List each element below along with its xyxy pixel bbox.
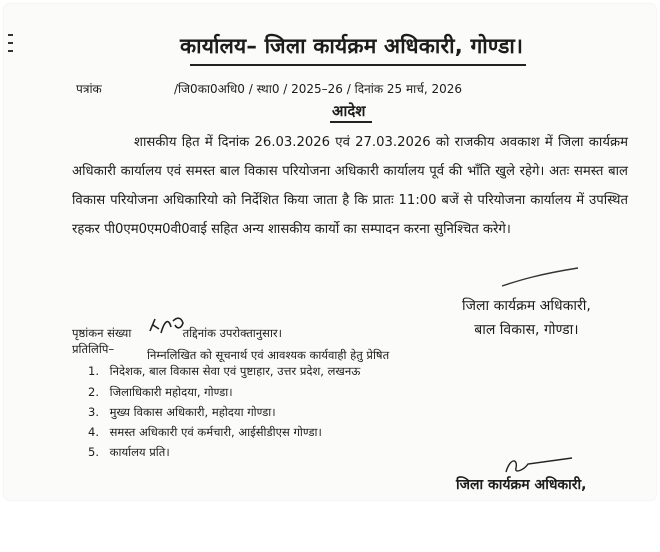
title-underline [190,64,526,66]
recipient-item: 3. मुख्य विकास अधिकारी, महोदया गोण्डा। [88,405,276,419]
margin-mark [8,42,13,44]
margin-mark [8,50,13,52]
recipient-item: 5. कार्यालय प्रति। [88,445,170,459]
reference-label: पत्रांक [76,82,102,96]
signatory-title: जिला कार्यक्रम अधिकारी, [462,298,591,314]
document-page [4,4,656,500]
margin-mark [8,34,13,36]
signatory-block [462,294,591,342]
reference-number: /जि0का0अधि0 / स्था0 / 2025–26 / दिनांक 25 मार्च, 2026 [174,82,463,96]
signatory-department: बाल विकास, गोण्डा। [474,322,579,338]
recipient-item: 2. जिलाधिकारी महोदया, गोण्डा। [88,385,233,399]
recipient-item: 4. समस्त अधिकारी एवं कर्मचारी, आईसीडीएस गोण्डा। [88,425,322,439]
order-paragraph: शासकीय हित में दिनांक 26.03.2026 एवं 27.03.2026 को राजकीय अवकाश में जिला कार्यक्रम अधिकारी कार्यालय एवं समस्त बाल विकास परियोजना अधिकारी कार्यालय पूर्व की भाँति खुले रहेगे। अतः समस्त बाल विकास परियोजना अधिकारियो को निर्देशित किया जाता है कि प्रातः 11:00 बजें से परियोजना कार्यालय में उपस्थित रहकर पी0एम0एम0वी0वाई सहित अन्य शासकीय कार्यो का सम्पादन करना सुनिश्चित करेगे। [72,135,628,237]
signature-mark [500,266,580,290]
order-heading: आदेश [332,102,366,120]
handwritten-number [147,315,187,337]
copy-intro: निम्नलिखित को सूचनार्थ एवं आवश्यक कार्यवाही हेतु प्रेषित [147,348,390,362]
memo-label: पृष्ठांकन संख्या [72,326,132,340]
order-underline [330,121,372,123]
memo-tail: तद्दिनांक उपरोक्तानुसार। [182,326,282,340]
copy-label: प्रतिलिपि– [72,342,115,356]
footer-signatory: जिला कार्यक्रम अधिकारी, [456,477,587,493]
recipient-item: 1. निदेशक, बाल विकास सेवा एवं पुष्टाहार, उत्तर प्रदेश, लखनऊ [88,364,361,378]
office-title: कार्यालय– जिला कार्यक्रम अधिकारी, गोण्डा। [180,34,524,58]
